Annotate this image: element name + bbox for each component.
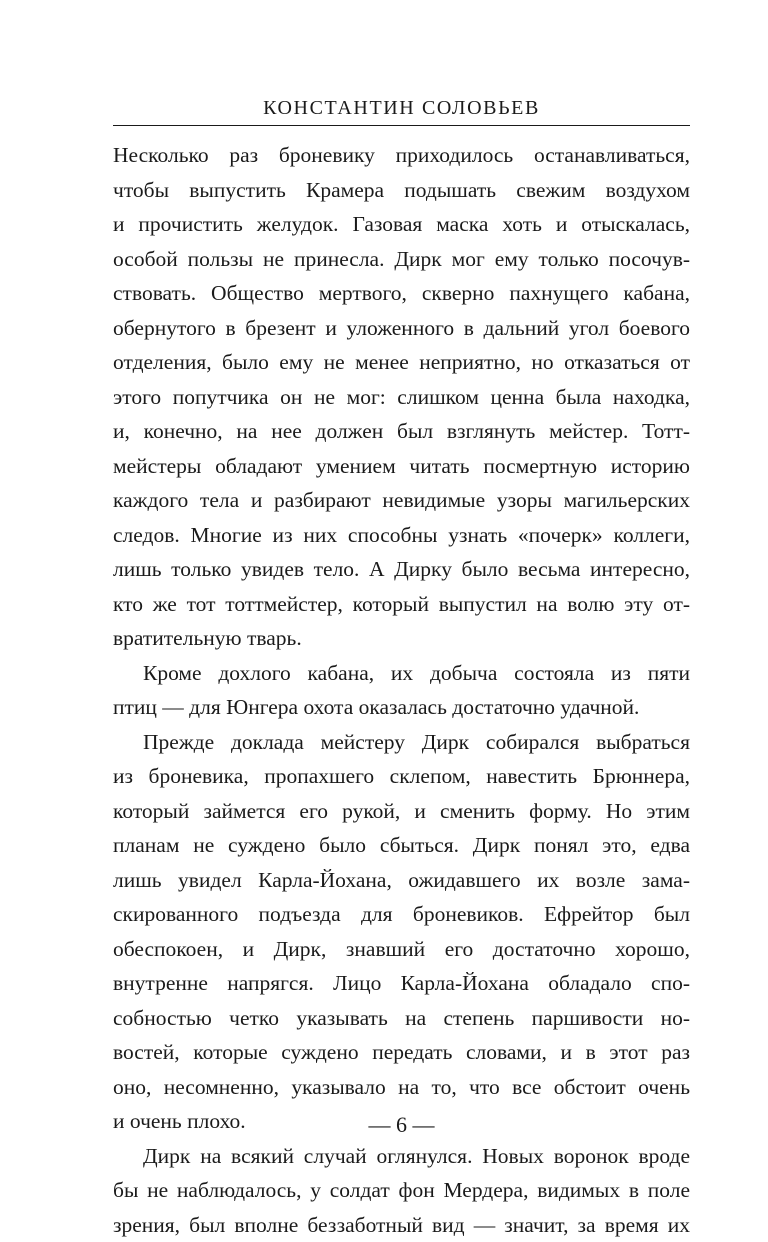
text-line: Дирк на всякий случай оглянулся. Новых воронок вроде (113, 1139, 690, 1174)
text-line: обеспокоен, и Дирк, знавший его достаточно хорошо, (113, 932, 690, 967)
text-line: бы не наблюдалось, у солдат фон Мердера, видимых в поле (113, 1173, 690, 1208)
text-line: птиц — для Юнгера охота оказалась достаточно удачной. (113, 690, 690, 725)
text-line: вратительную тварь. (113, 621, 690, 656)
text-line: внутренне напрягся. Лицо Карла-Йохана обладало спо- (113, 966, 690, 1001)
text-line: лишь увидел Карла-Йохана, ожидавшего их возле зама- (113, 863, 690, 898)
header-rule (113, 125, 690, 126)
text-line: мейстеры обладают умением читать посмертную историю (113, 449, 690, 484)
paragraph (113, 725, 690, 1139)
running-head: КОНСТАНТИН СОЛОВЬЕВ (113, 96, 690, 120)
text-line: ствовать. Общество мертвого, скверно пахнущего кабана, (113, 276, 690, 311)
text-line: и прочистить желудок. Газовая маска хоть и отыскалась, (113, 207, 690, 242)
text-line: чтобы выпустить Крамера подышать свежим воздухом (113, 173, 690, 208)
paragraph (113, 138, 690, 656)
text-line: востей, которые суждено передать словами, и в этот раз (113, 1035, 690, 1070)
text-line: лишь только увидев тело. А Дирку было весьма интересно, (113, 552, 690, 587)
text-line: планам не суждено было сбыться. Дирк понял это, едва (113, 828, 690, 863)
body-text (113, 138, 690, 1242)
text-line: каждого тела и разбирают невидимые узоры магильерских (113, 483, 690, 518)
text-line: Несколько раз броневику приходилось останавливаться, (113, 138, 690, 173)
text-line: кто же тот тоттмейстер, который выпустил на волю эту от- (113, 587, 690, 622)
text-line: Прежде доклада мейстеру Дирк собирался выбраться (113, 725, 690, 760)
text-line: следов. Многие из них способны узнать «почерк» коллеги, (113, 518, 690, 553)
text-line: особой пользы не принесла. Дирк мог ему только посочув- (113, 242, 690, 277)
text-line: отделения, было ему не менее неприятно, но отказаться от (113, 345, 690, 380)
text-line: этого попутчика он не мог: слишком ценна была находка, (113, 380, 690, 415)
text-line: Кроме дохлого кабана, их добыча состояла из пяти (113, 656, 690, 691)
text-line: обернутого в брезент и уложенного в дальний угол боевого (113, 311, 690, 346)
text-line: и очень плохо. (113, 1104, 690, 1139)
paragraph (113, 1139, 690, 1242)
text-line: из броневика, пропахшего склепом, навестить Брюннера, (113, 759, 690, 794)
page-number: — 6 — (113, 1112, 690, 1138)
text-line: который займется его рукой, и сменить форму. Но этим (113, 794, 690, 829)
paragraph (113, 656, 690, 725)
text-line: зрения, был вполне беззаботный вид — значит, за время их (113, 1208, 690, 1242)
text-line: собностью четко указывать на степень паршивости но- (113, 1001, 690, 1036)
text-line: скированного подъезда для броневиков. Ефрейтор был (113, 897, 690, 932)
text-line: оно, несомненно, указывало на то, что все обстоит очень (113, 1070, 690, 1105)
text-line: и, конечно, на нее должен был взглянуть мейстер. Тотт- (113, 414, 690, 449)
